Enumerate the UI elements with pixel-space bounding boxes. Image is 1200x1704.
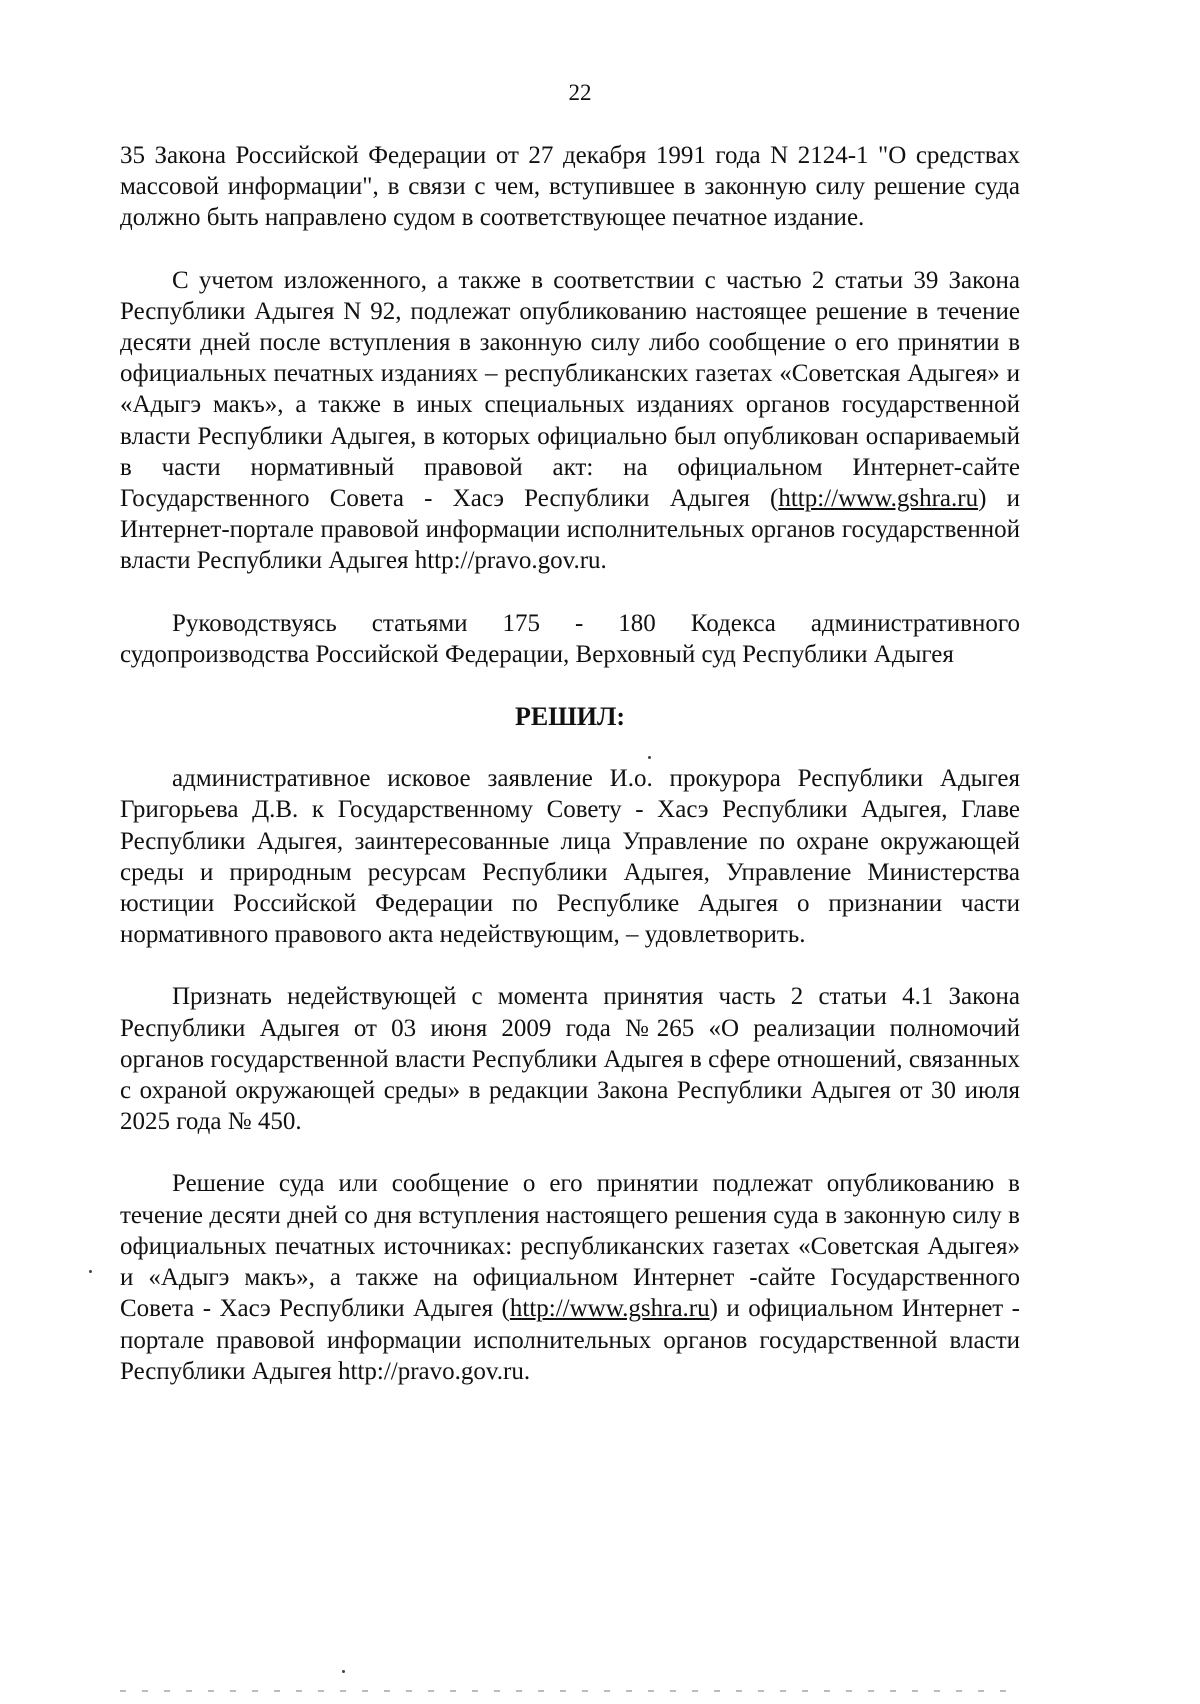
scan-speck [342, 1670, 345, 1673]
gshra-link[interactable]: http://www.gshra.ru [778, 485, 979, 513]
paragraph-claim-satisfied: административное исковое заявление И.о. прокурора Республики Адыгея Григорьева Д.В. к Государственному Совету - Хасэ Республики Адыгея, Главе Республики Адыгея, заинтересованные лица Управление по охране окружающей среды и природным ресурсам Республики Адыгея, Управление Министерства юстиции Российской Федерации по Республике Адыгея о признании части нормативного правового акта недействующим, – удовлетворить. [120, 765, 1020, 949]
paragraph-gap [120, 732, 1020, 763]
scan-speck [648, 756, 651, 759]
paragraph-invalidate: Признать недействующей с момента принятия часть 2 статьи 4.1 Закона Республики Адыгея от 03 июня 2009 года №265 «О реализации полномочий органов государственной власти Республики Адыгея в сфере отношений, связанных с охраной окружающей среды» в редакции Закона Республики Адыгея от 30 июля 2025 года № 450. [120, 983, 1020, 1136]
paragraph-gap [120, 1137, 1020, 1168]
paragraph-continuation: 35 Закона Российской Федерации от 27 декабря 1991 года N 2124-1 "О средствах массовой информации", в связи с чем, вступившее в законную силу решение суда должно быть направлено судом в соответствующее печатное издание. [120, 142, 1020, 232]
document-body [120, 140, 1020, 1387]
paragraph-guided-by: Руководствуясь статьями 175 - 180 Кодекса административного судопроизводства Российской Федерации, Верховный суд Республики Адыгея [120, 609, 1020, 668]
page-number: 22 [568, 80, 592, 105]
gshra-link[interactable]: http://www.gshra.ru [509, 1295, 710, 1323]
paragraph-text: ) и официальном Интернет - портале правовой информации исполнительных органов государственной власти Республики Адыгея http://pravo.gov.ru. [120, 1295, 1020, 1385]
paragraph-gap [120, 950, 1020, 981]
scan-artifact-line [120, 1690, 1020, 1692]
paragraph-gap [120, 670, 1020, 701]
scan-speck [89, 1270, 92, 1273]
paragraph-gap [120, 234, 1020, 265]
paragraph-text: С учетом изложенного, а также в соответствии с частью 2 статьи 39 Закона Республики Адыгея N 92, подлежат опубликованию настоящее решение в течение десяти дней после вступления в законную силу либо сообщение о его принятии в официальных печатных изданиях – республиканских газетах «Советская Адыгея» и «Адыгэ макъ», а также в иных специальных изданиях органов государственной власти Республики Адыгея, в которых официально был опубликован оспариваемый в части нормативный правовой акт: на официальном Интернет-сайте Государственного Совета - Хасэ Республики Адыгея ( [120, 266, 1020, 513]
paragraph-publication-decision [120, 1168, 1020, 1386]
paragraph-publication-order [120, 265, 1020, 577]
decision-heading: РЕШИЛ: [514, 702, 626, 732]
paragraph-text: Решение суда или сообщение о его принятии подлежат опубликованию в течение десяти дней со дня вступления настоящего решения суда в законную силу в официальных печатных источниках: республиканских газетах «Советская Адыгея» и «Адыгэ макъ», а также на официальном Интернет -сайте Государственного Совета - Хасэ Республики Адыгея ( [120, 1170, 1020, 1323]
paragraph-text: ) и Интернет-портале правовой информации исполнительных органов государственной власти Республики Адыгея http://pravo.gov.ru. [120, 485, 1020, 575]
paragraph-gap [120, 577, 1020, 608]
